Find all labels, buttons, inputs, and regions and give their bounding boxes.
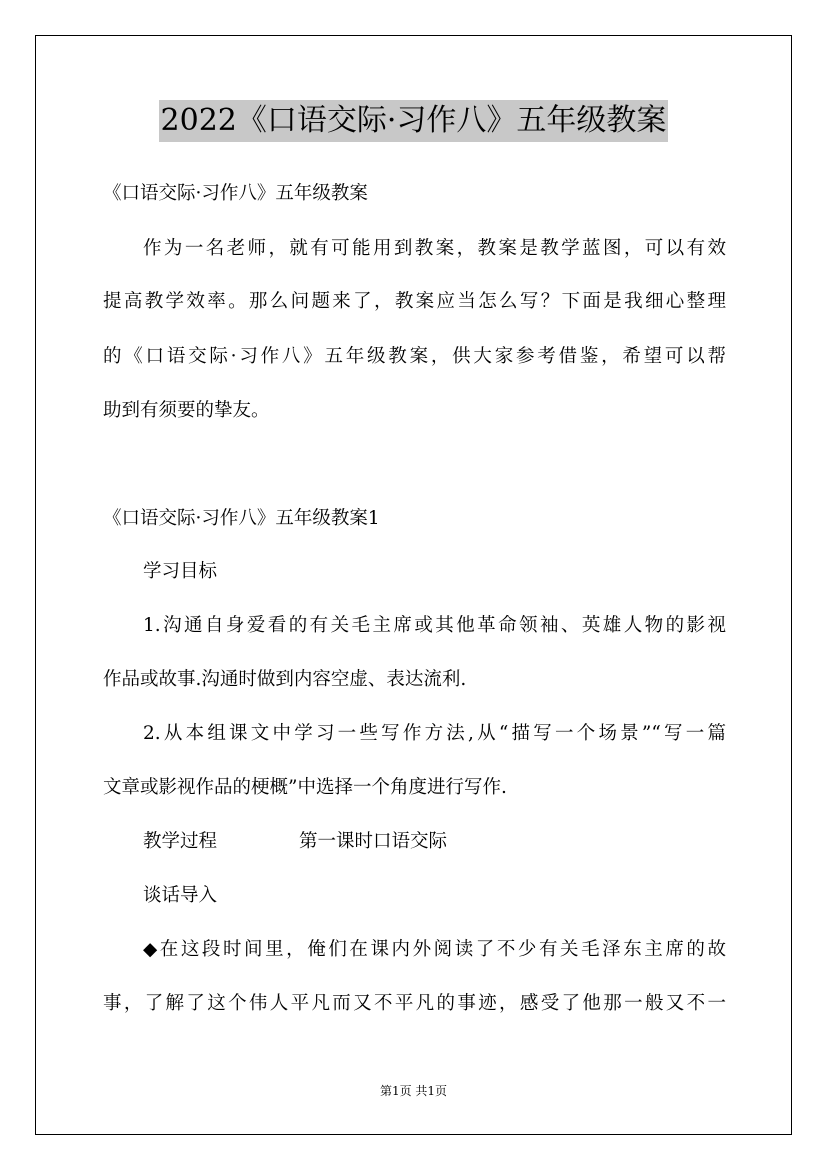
- process-value: 第一课时口语交际: [299, 831, 448, 852]
- title-container: [0, 100, 827, 142]
- intro-talk-heading: 谈话导入: [143, 885, 218, 906]
- intro-line-4: 助到有须要的挚友。: [103, 400, 270, 421]
- process-label: 教学过程: [143, 831, 218, 852]
- intro-line-3: 的《口语交际·习作八》五年级教案，供大家参考借鉴，希望可以帮: [103, 346, 726, 367]
- page-footer: 第1页 共1页: [379, 1084, 448, 1098]
- document-title: 2022《口语交际·习作八》五年级教案: [159, 100, 669, 142]
- teaching-process-line: [143, 829, 447, 855]
- document-subtitle: 《口语交际·习作八》五年级教案: [103, 183, 368, 204]
- goal2-line-1: 2.从本组课文中学习一些写作方法,从“描写一个场景”“写一篇: [143, 723, 726, 744]
- intro-line-2: 提高教学效率。那么问题来了，教案应当怎么写？下面是我细心整理: [103, 291, 726, 312]
- paragraph-line-2: 事，了解了这个伟人平凡而又不平凡的事迹，感受了他那一般又不一: [103, 993, 726, 1014]
- goal1-line-1: 1.沟通自身爱看的有关毛主席或其他革命领袖、英雄人物的影视: [143, 615, 726, 636]
- intro-line-1: 作为一名老师，就有可能用到教案，教案是教学蓝图，可以有效: [143, 238, 726, 259]
- section-heading: 《口语交际·习作八》五年级教案1: [103, 508, 380, 529]
- goal1-line-2: 作品或故事.沟通时做到内容空虚、表达流利.: [103, 669, 467, 690]
- goal2-line-2: 文章或影视作品的梗概”中选择一个角度进行写作.: [103, 777, 507, 798]
- learning-goals-heading: 学习目标: [143, 561, 218, 582]
- paragraph-line-1: ◆在这段时间里，俺们在课内外阅读了不少有关毛泽东主席的故: [143, 939, 726, 960]
